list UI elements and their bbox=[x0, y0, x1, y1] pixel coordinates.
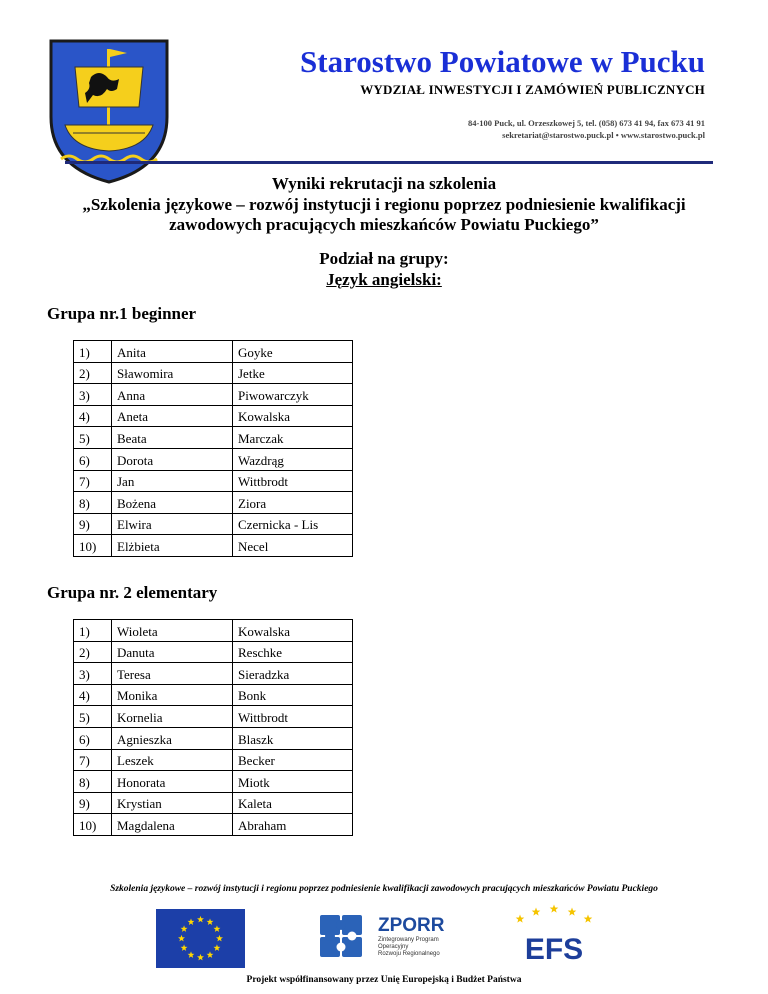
svg-text:ZPORR: ZPORR bbox=[378, 915, 445, 936]
efs-logo-icon bbox=[506, 903, 602, 965]
table-row bbox=[74, 771, 353, 793]
last-name: Kaleta bbox=[233, 792, 353, 814]
group-1-table bbox=[73, 340, 353, 557]
table-row bbox=[74, 362, 353, 384]
table-row bbox=[74, 727, 353, 749]
row-number: 9) bbox=[74, 792, 112, 814]
first-name: Monika bbox=[112, 684, 233, 706]
first-name: Danuta bbox=[112, 641, 233, 663]
language-heading: Język angielski: bbox=[326, 270, 442, 289]
doc-title-line2: „Szkolenia językowe – rozwój instytucji i regionu poprzez podniesienie kwalifikacji bbox=[82, 195, 686, 214]
last-name: Kowalska bbox=[233, 405, 353, 427]
svg-text:EFS: EFS bbox=[524, 933, 584, 965]
row-number: 7) bbox=[74, 470, 112, 492]
first-name: Bożena bbox=[112, 492, 233, 514]
first-name: Kornelia bbox=[112, 706, 233, 728]
first-name: Teresa bbox=[112, 663, 233, 685]
svg-text:Zintegrowany Program: Zintegrowany Program bbox=[378, 937, 439, 943]
row-number: 7) bbox=[74, 749, 112, 771]
last-name: Wittbrodt bbox=[233, 470, 353, 492]
address-line: 84-100 Puck, ul. Orzeszkowej 5, tel. (058) 673 41 94, fax 673 41 91 bbox=[467, 118, 705, 128]
first-name: Elwira bbox=[112, 513, 233, 535]
first-name: Sławomira bbox=[112, 362, 233, 384]
table-row bbox=[74, 470, 353, 492]
row-number: 4) bbox=[74, 684, 112, 706]
last-name: Ziora bbox=[233, 492, 353, 514]
table-row bbox=[74, 706, 353, 728]
table-row bbox=[74, 492, 353, 514]
table-row bbox=[74, 448, 353, 470]
eu-flag-icon bbox=[156, 909, 245, 968]
last-name: Necel bbox=[233, 535, 353, 557]
table-row bbox=[74, 513, 353, 535]
last-name: Piwowarczyk bbox=[233, 384, 353, 406]
first-name: Dorota bbox=[112, 448, 233, 470]
org-title: Starostwo Powiatowe w Pucku bbox=[300, 44, 705, 79]
last-name: Jetke bbox=[233, 362, 353, 384]
first-name: Elżbieta bbox=[112, 535, 233, 557]
table-row bbox=[74, 792, 353, 814]
table-row bbox=[74, 663, 353, 685]
first-name: Wioleta bbox=[112, 620, 233, 642]
last-name: Miotk bbox=[233, 771, 353, 793]
row-number: 8) bbox=[74, 492, 112, 514]
department-name: WYDZIAŁ INWESTYCJI I ZAMÓWIEŃ PUBLICZNYCH bbox=[360, 82, 705, 97]
row-number: 6) bbox=[74, 448, 112, 470]
row-number: 2) bbox=[74, 641, 112, 663]
row-number: 5) bbox=[74, 427, 112, 449]
row-number: 8) bbox=[74, 771, 112, 793]
row-number: 4) bbox=[74, 405, 112, 427]
first-name: Leszek bbox=[112, 749, 233, 771]
first-name: Agnieszka bbox=[112, 727, 233, 749]
last-name: Wazdrąg bbox=[233, 448, 353, 470]
table-row bbox=[74, 684, 353, 706]
row-number: 9) bbox=[74, 513, 112, 535]
row-number: 2) bbox=[74, 362, 112, 384]
last-name: Kowalska bbox=[233, 620, 353, 642]
last-name: Wittbrodt bbox=[233, 706, 353, 728]
svg-text:Operacyjny: Operacyjny bbox=[378, 944, 409, 950]
last-name: Marczak bbox=[233, 427, 353, 449]
doc-title: Wyniki rekrutacji na szkolenia bbox=[271, 174, 497, 193]
first-name: Magdalena bbox=[112, 814, 233, 836]
table-row bbox=[74, 384, 353, 406]
project-title-footer: Szkolenia językowe – rozwój instytucji i regionu poprzez podniesienie kwalifikacji zawodowych pracujących mieszkańców Powiatu Puckiego bbox=[110, 884, 658, 894]
first-name: Anna bbox=[112, 384, 233, 406]
table-row bbox=[74, 641, 353, 663]
subheading: Podział na grupy: bbox=[319, 249, 449, 268]
last-name: Goyke bbox=[233, 341, 353, 363]
cofinance-note: Projekt współfinansowany przez Unię Europejską i Budżet Państwa bbox=[246, 975, 522, 985]
table-row bbox=[74, 620, 353, 642]
contact-line: sekretariat@starostwo.puck.pl • www.starostwo.puck.pl bbox=[502, 130, 705, 140]
row-number: 5) bbox=[74, 706, 112, 728]
first-name: Honorata bbox=[112, 771, 233, 793]
row-number: 10) bbox=[74, 535, 112, 557]
last-name: Blaszk bbox=[233, 727, 353, 749]
table-row bbox=[74, 405, 353, 427]
row-number: 10) bbox=[74, 814, 112, 836]
row-number: 3) bbox=[74, 384, 112, 406]
table-row bbox=[74, 814, 353, 836]
last-name: Czernicka - Lis bbox=[233, 513, 353, 535]
last-name: Bonk bbox=[233, 684, 353, 706]
last-name: Abraham bbox=[233, 814, 353, 836]
table-row bbox=[74, 341, 353, 363]
doc-title-line3: zawodowych pracujących mieszkańców Powiatu Puckiego” bbox=[169, 215, 599, 234]
group-2-title: Grupa nr. 2 elementary bbox=[47, 583, 218, 602]
svg-text:Rozwoju Regionalnego: Rozwoju Regionalnego bbox=[378, 951, 440, 957]
zporr-logo-icon bbox=[318, 909, 458, 969]
last-name: Reschke bbox=[233, 641, 353, 663]
group-2-table bbox=[73, 619, 353, 836]
first-name: Anita bbox=[112, 341, 233, 363]
table-row bbox=[74, 749, 353, 771]
last-name: Becker bbox=[233, 749, 353, 771]
first-name: Krystian bbox=[112, 792, 233, 814]
first-name: Jan bbox=[112, 470, 233, 492]
group-1-title: Grupa nr.1 beginner bbox=[47, 304, 197, 323]
header-divider bbox=[65, 161, 713, 164]
row-number: 1) bbox=[74, 341, 112, 363]
table-row bbox=[74, 535, 353, 557]
row-number: 3) bbox=[74, 663, 112, 685]
row-number: 1) bbox=[74, 620, 112, 642]
last-name: Sieradzka bbox=[233, 663, 353, 685]
first-name: Beata bbox=[112, 427, 233, 449]
table-row bbox=[74, 427, 353, 449]
row-number: 6) bbox=[74, 727, 112, 749]
first-name: Aneta bbox=[112, 405, 233, 427]
